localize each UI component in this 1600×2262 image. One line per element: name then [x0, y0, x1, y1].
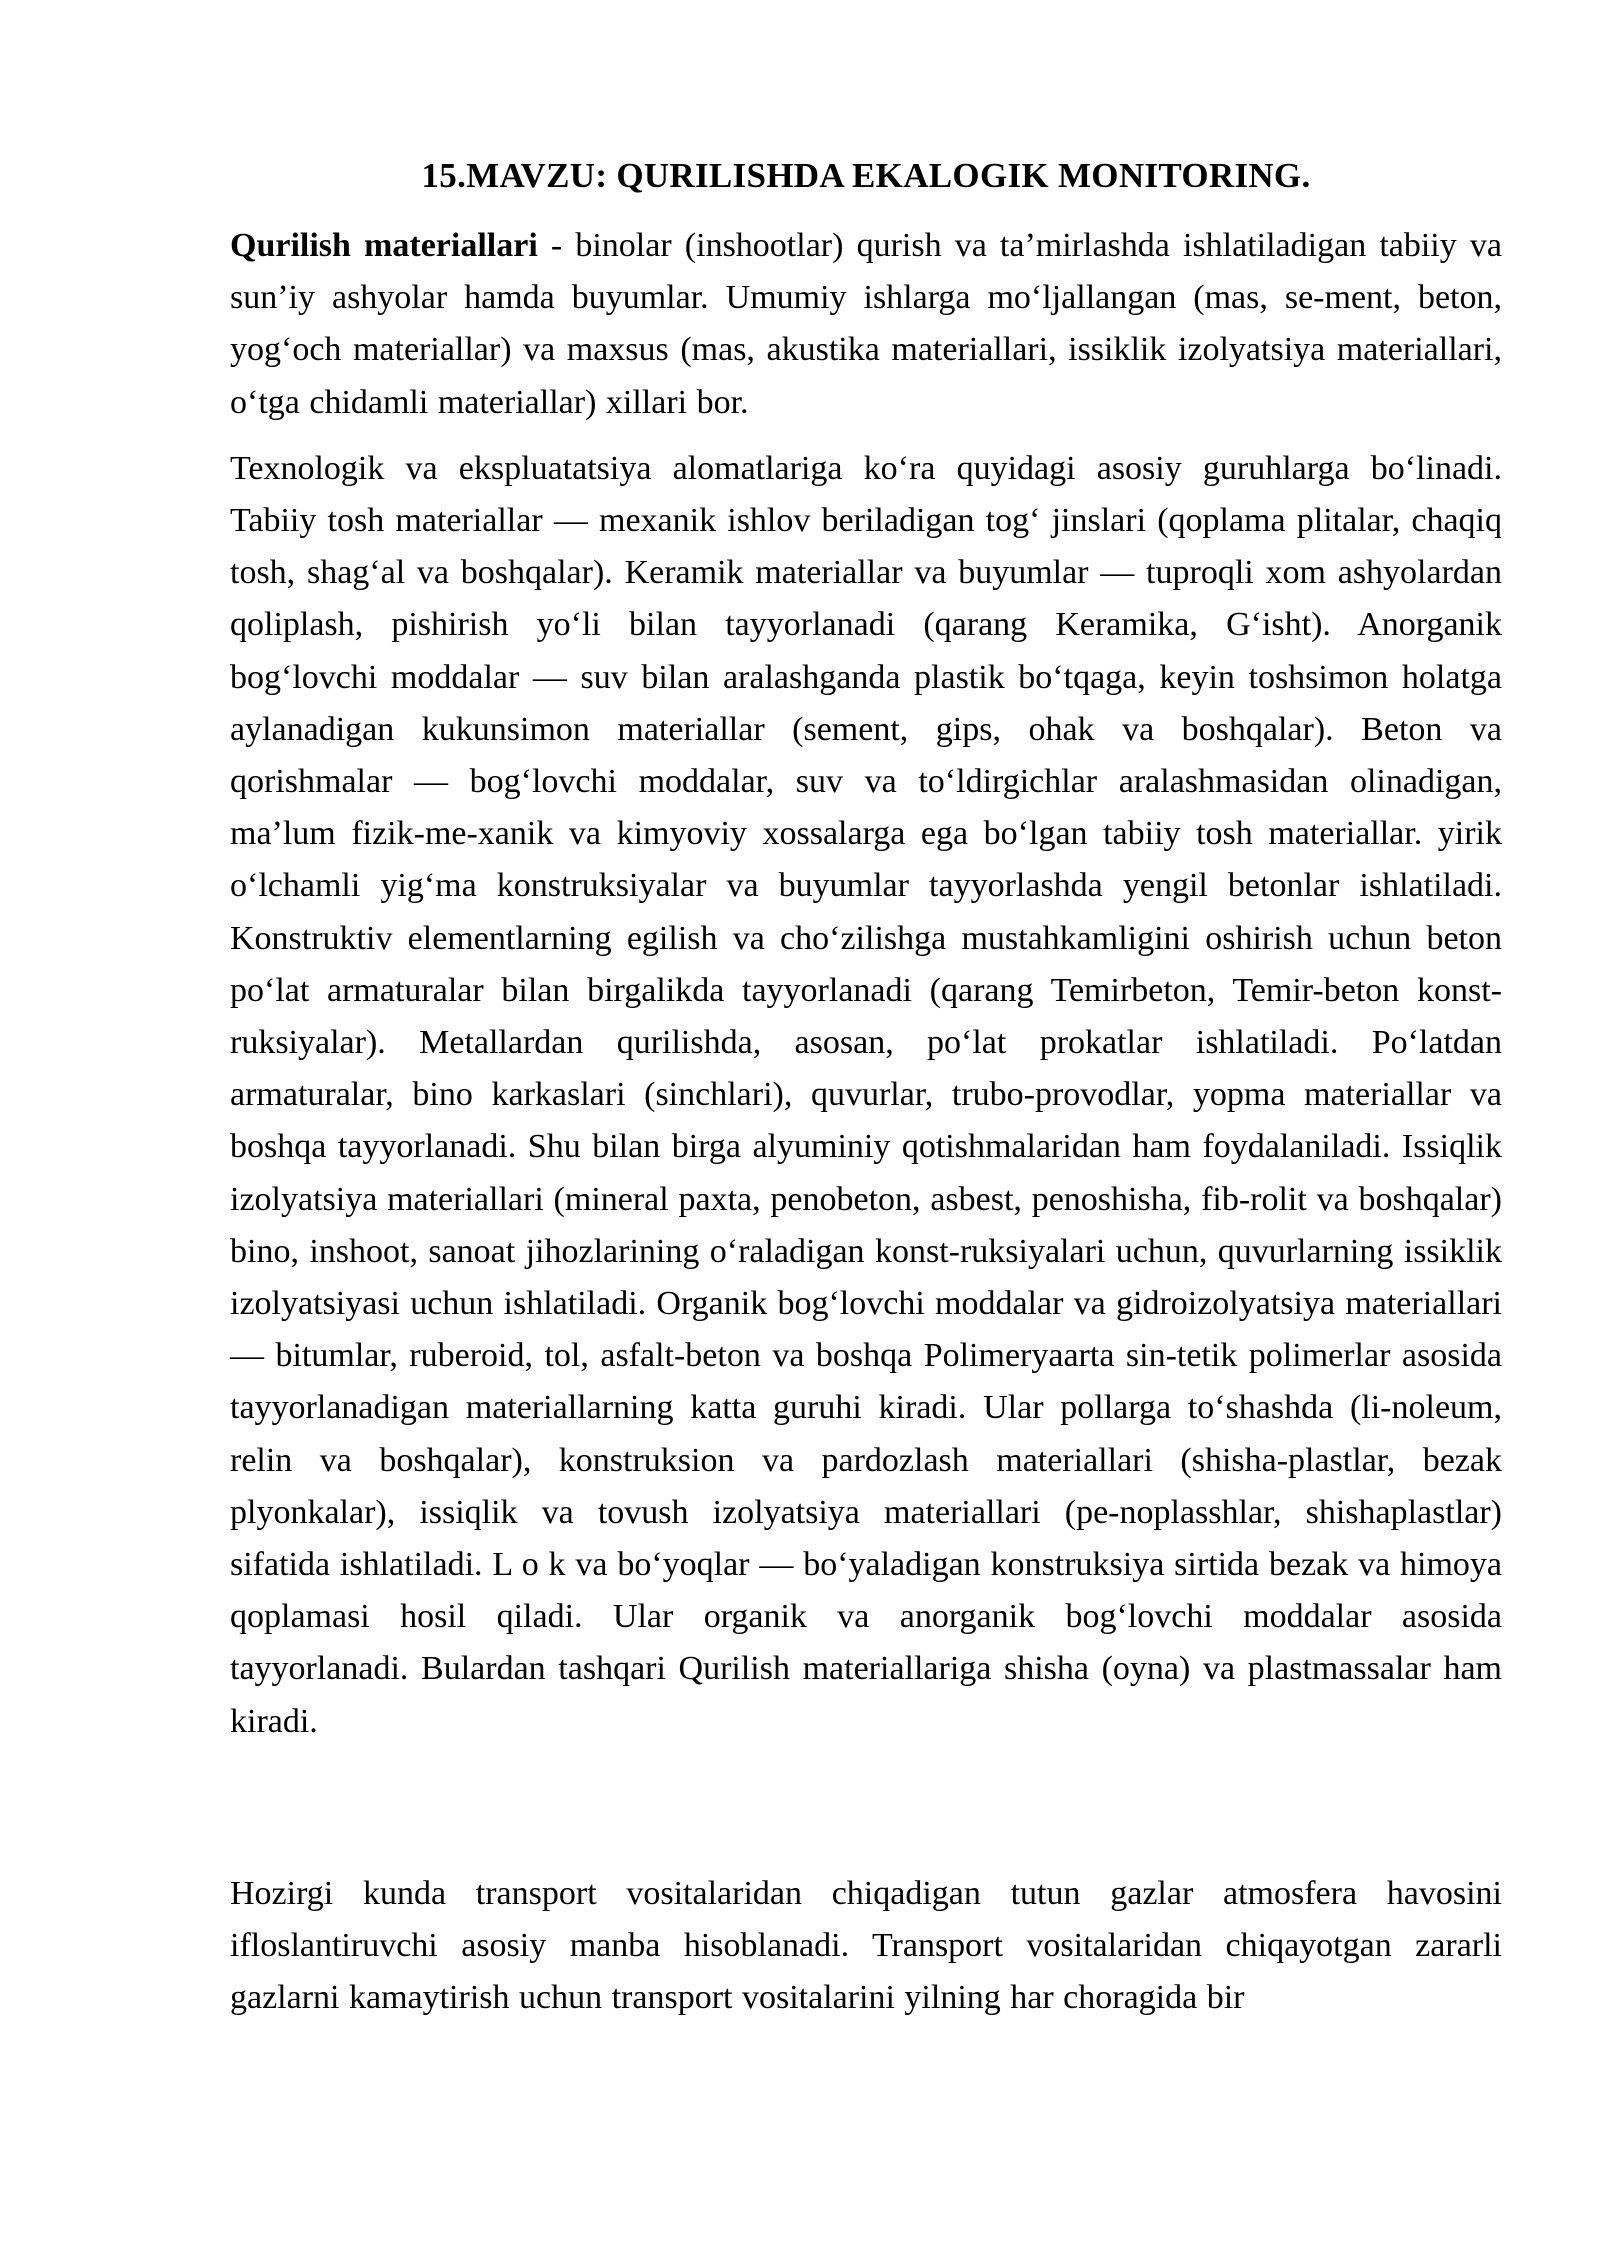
- paragraph-texnologik: Texnologik va ekspluatatsiya alomatlariga koʻra quyidagi asosiy guruhlarga boʻlinadi. Tabiiy tosh materiallar — mexanik ishlov beriladigan togʻ jinslari (qoplama plitalar, chaqiq tosh, shagʻal va boshqalar). Keramik materiallar va buyumlar — tuproqli xom ashyolardan qoliplash, pishirish yoʻli bilan tayyorlanadi (qarang Keramika, Gʻisht). Anorganik bogʻlovchi moddalar — suv bilan aralashganda plastik boʻtqaga, keyin toshsimon holatga aylanadigan kukunsimon materiallar (sement, gips, ohak va boshqalar). Beton va qorishmalar — bogʻlovchi moddalar, suv va toʻldirgichlar aralashmasidan olinadigan, maʼlum fizik-me-xanik va kimyoviy xossalarga ega boʻlgan tabiiy tosh materiallar. yirik oʻlchamli yigʻma konstruksiyalar va buyumlar tayyorlashda yengil betonlar ishlatiladi. Konstruktiv elementlarning egilish va choʻzilishga mustahkamligini oshirish uchun beton poʻlat armaturalar bilan birgalikda tayyorlanadi (qarang Temirbeton, Temir-beton konst-ruksiyalar). Metallardan qurilishda, asosan, poʻlat prokatlar ishlatiladi. Poʻlatdan armaturalar, bino karkaslari (sinchlari), quvurlar, trubo-provodlar, yopma materiallar va boshqa tayyorlanadi. Shu bilan birga alyuminiy qotishmalaridan ham foydalaniladi. Issiqlik izolyatsiya materiallari (mineral paxta, penobeton, asbest, penoshisha, fib-rolit va boshqalar) bino, inshoot, sanoat jihozlarining oʻraladigan konst-ruksiyalari uchun, quvurlarning issiklik izolyatsiyasi uchun ishlatiladi. Organik bogʻlovchi moddalar va gidroizolyatsiya materiallari — bitumlar, ruberoid, tol, asfalt-beton va boshqa Polimeryaarta sin-tetik polimerlar asosida tayyorlanadigan materiallarning katta guruhi kiradi. Ular pollarga toʻshashda (li-noleum, relin va boshqalar), konstruksion va pardozlash materiallari (shisha-plastlar, bezak plyonkalar), issiqlik va tovush izolyatsiya materiallari (pe-noplasshlar, shishaplastlar) sifatida ishlatiladi. L o k va boʻyoqlar — boʻyaladigan konstruksiya sirtida bezak va himoya qoplamasi hosil qiladi. Ular organik va anorganik bogʻlovchi moddalar asosida tayyorlanadi. Bulardan tashqari Qurilish materiallariga shisha (oyna) va plastmassalar ham kiradi.: [230, 449, 1502, 1740]
- document-title: 15.MAVZU: QURILISHDA EKALOGIK MONITORING.: [421, 156, 1311, 195]
- paragraph-qurilish-materiallari: [230, 220, 1502, 429]
- paragraph-lead-term: Qurilish materiallari: [230, 227, 538, 264]
- paragraph-text: - binolar (inshootlar) qurish va taʼmirlashda ishlatiladigan tabiiy va sunʼiy ashyolar hamda buyumlar. Umumiy ishlarga moʻljallangan (mas, se-ment, beton, yogʻoch materiallar) va maxsus (mas, akustika materiallari, issiklik izolyatsiya materiallari, oʻtga chidamli materiallar) xillari bor.: [230, 227, 1502, 421]
- paragraph-hozirgi-kunda: Hozirgi kunda transport vositalaridan chiqadigan tutun gazlar atmosfera havosini ifloslantiruvchi asosiy manba hisoblanadi. Transport vositalaridan chiqayotgan zararli gazlarni kamaytirish uchun transport vositalarini yilning har choragida bir: [230, 1874, 1502, 2017]
